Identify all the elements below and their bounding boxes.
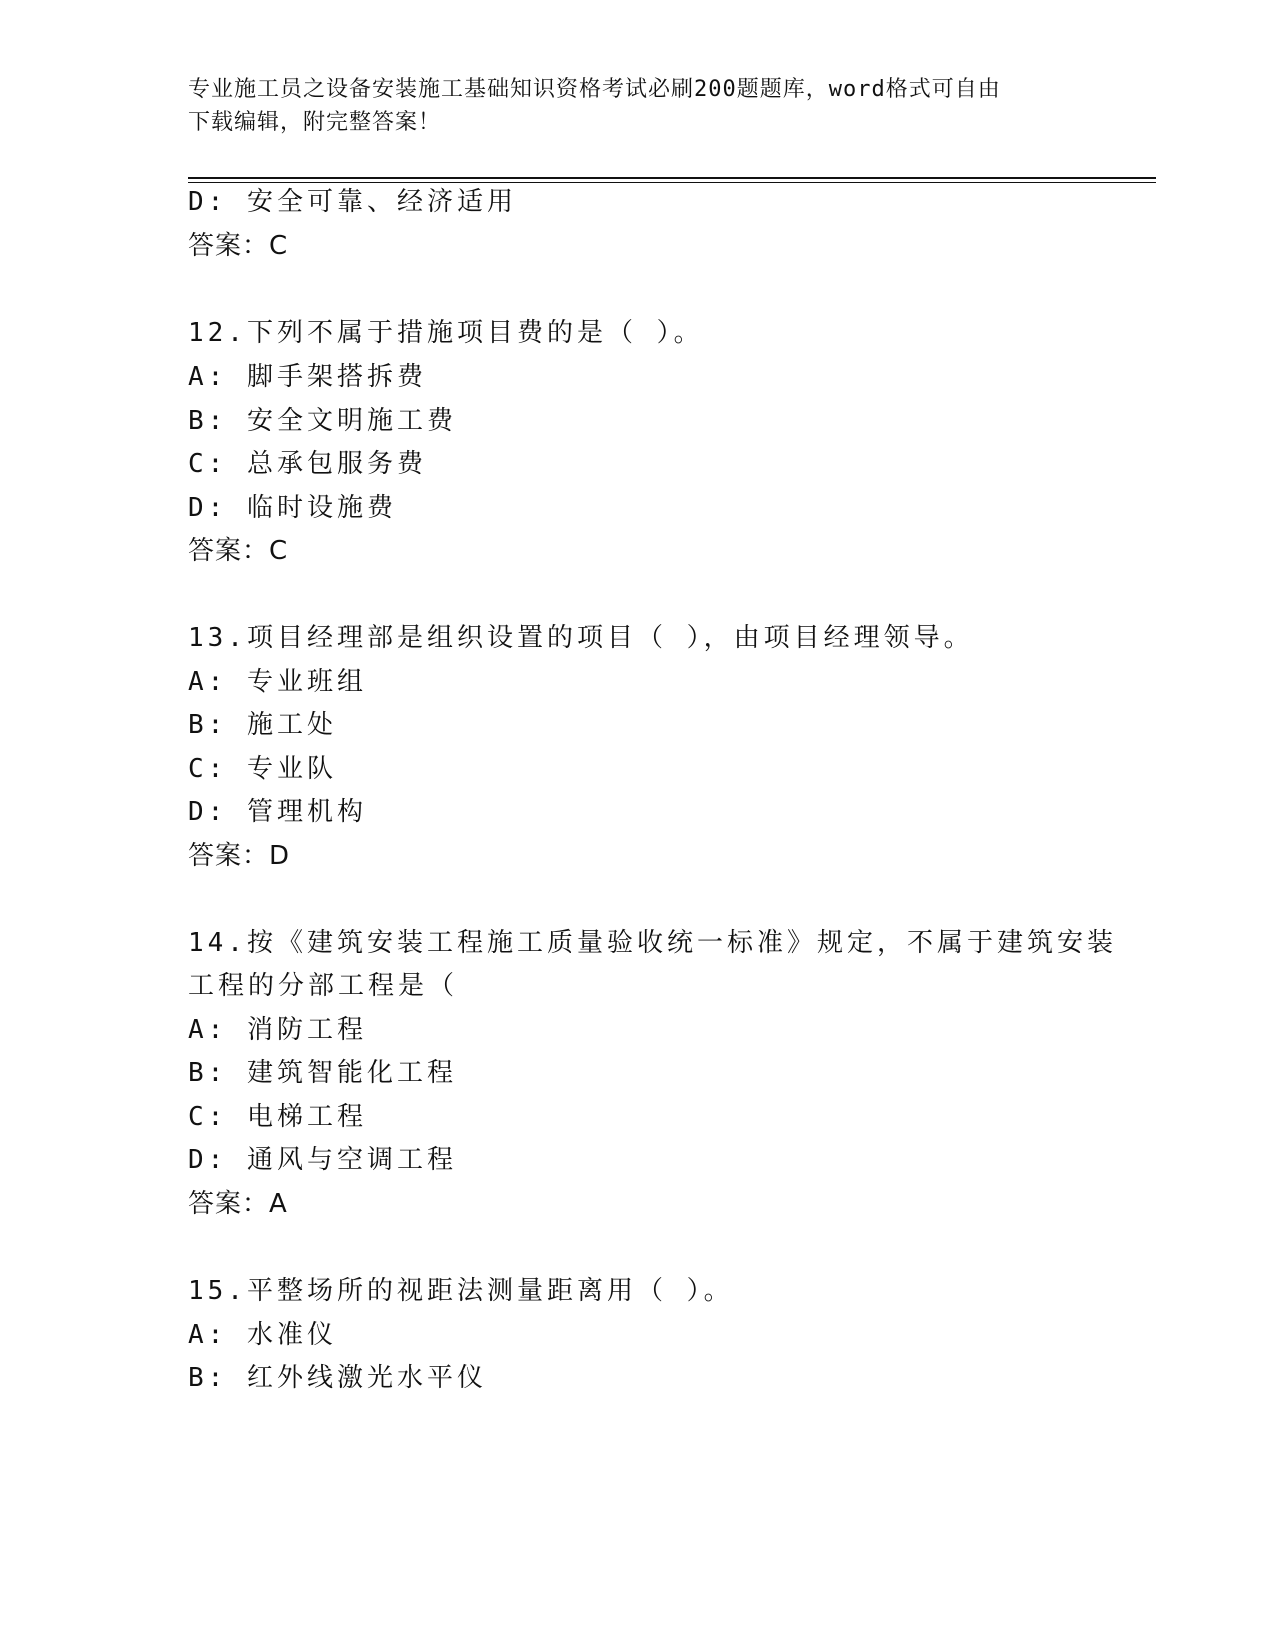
header-divider-thick bbox=[188, 177, 1156, 179]
question-12-stem: 12.下列不属于措施项目费的是（ ）。 bbox=[188, 318, 704, 348]
question-12-option-d: D: 临时设施费 bbox=[188, 493, 397, 523]
header-title-line-2: 下载编辑，附完整答案！ bbox=[188, 110, 442, 135]
question-12-answer: 答案：C bbox=[188, 536, 289, 566]
question-14-stem-line-1: 14.按《建筑安装工程施工质量验收统一标准》规定，不属于建筑安装 bbox=[188, 928, 1117, 958]
header-divider-thin bbox=[188, 182, 1156, 183]
question-12-option-c: C: 总承包服务费 bbox=[188, 449, 427, 479]
question-14-option-a: A: 消防工程 bbox=[188, 1015, 367, 1045]
question-13-option-b: B: 施工处 bbox=[188, 710, 337, 740]
question-15-option-a: A: 水准仪 bbox=[188, 1320, 337, 1350]
question-13-option-d: D: 管理机构 bbox=[188, 797, 367, 827]
document-header bbox=[188, 73, 1088, 139]
prev-question-option-d: D: 安全可靠、经济适用 bbox=[188, 187, 517, 217]
prev-question-answer: 答案：C bbox=[188, 231, 289, 261]
header-title-line-1: 专业施工员之设备安装施工基础知识资格考试必刷200题题库，word格式可自由 bbox=[188, 77, 1001, 102]
question-12-option-a: A: 脚手架搭拆费 bbox=[188, 362, 427, 392]
question-13-option-c: C: 专业队 bbox=[188, 754, 337, 784]
question-15-option-b: B: 红外线激光水平仪 bbox=[188, 1363, 487, 1393]
question-15-stem: 15.平整场所的视距法测量距离用（ ）。 bbox=[188, 1276, 734, 1306]
question-12-option-b: B: 安全文明施工费 bbox=[188, 406, 457, 436]
question-14-option-d: D: 通风与空调工程 bbox=[188, 1145, 457, 1175]
question-13-stem: 13.项目经理部是组织设置的项目（ ），由项目经理领导。 bbox=[188, 623, 974, 653]
question-13-option-a: A: 专业班组 bbox=[188, 667, 367, 697]
question-14-option-b: B: 建筑智能化工程 bbox=[188, 1058, 457, 1088]
question-14-answer: 答案：A bbox=[188, 1189, 288, 1219]
question-14-stem-line-2: 工程的分部工程是（ bbox=[188, 971, 459, 1001]
question-13-answer: 答案：D bbox=[188, 841, 291, 871]
question-14-option-c: C: 电梯工程 bbox=[188, 1102, 367, 1132]
